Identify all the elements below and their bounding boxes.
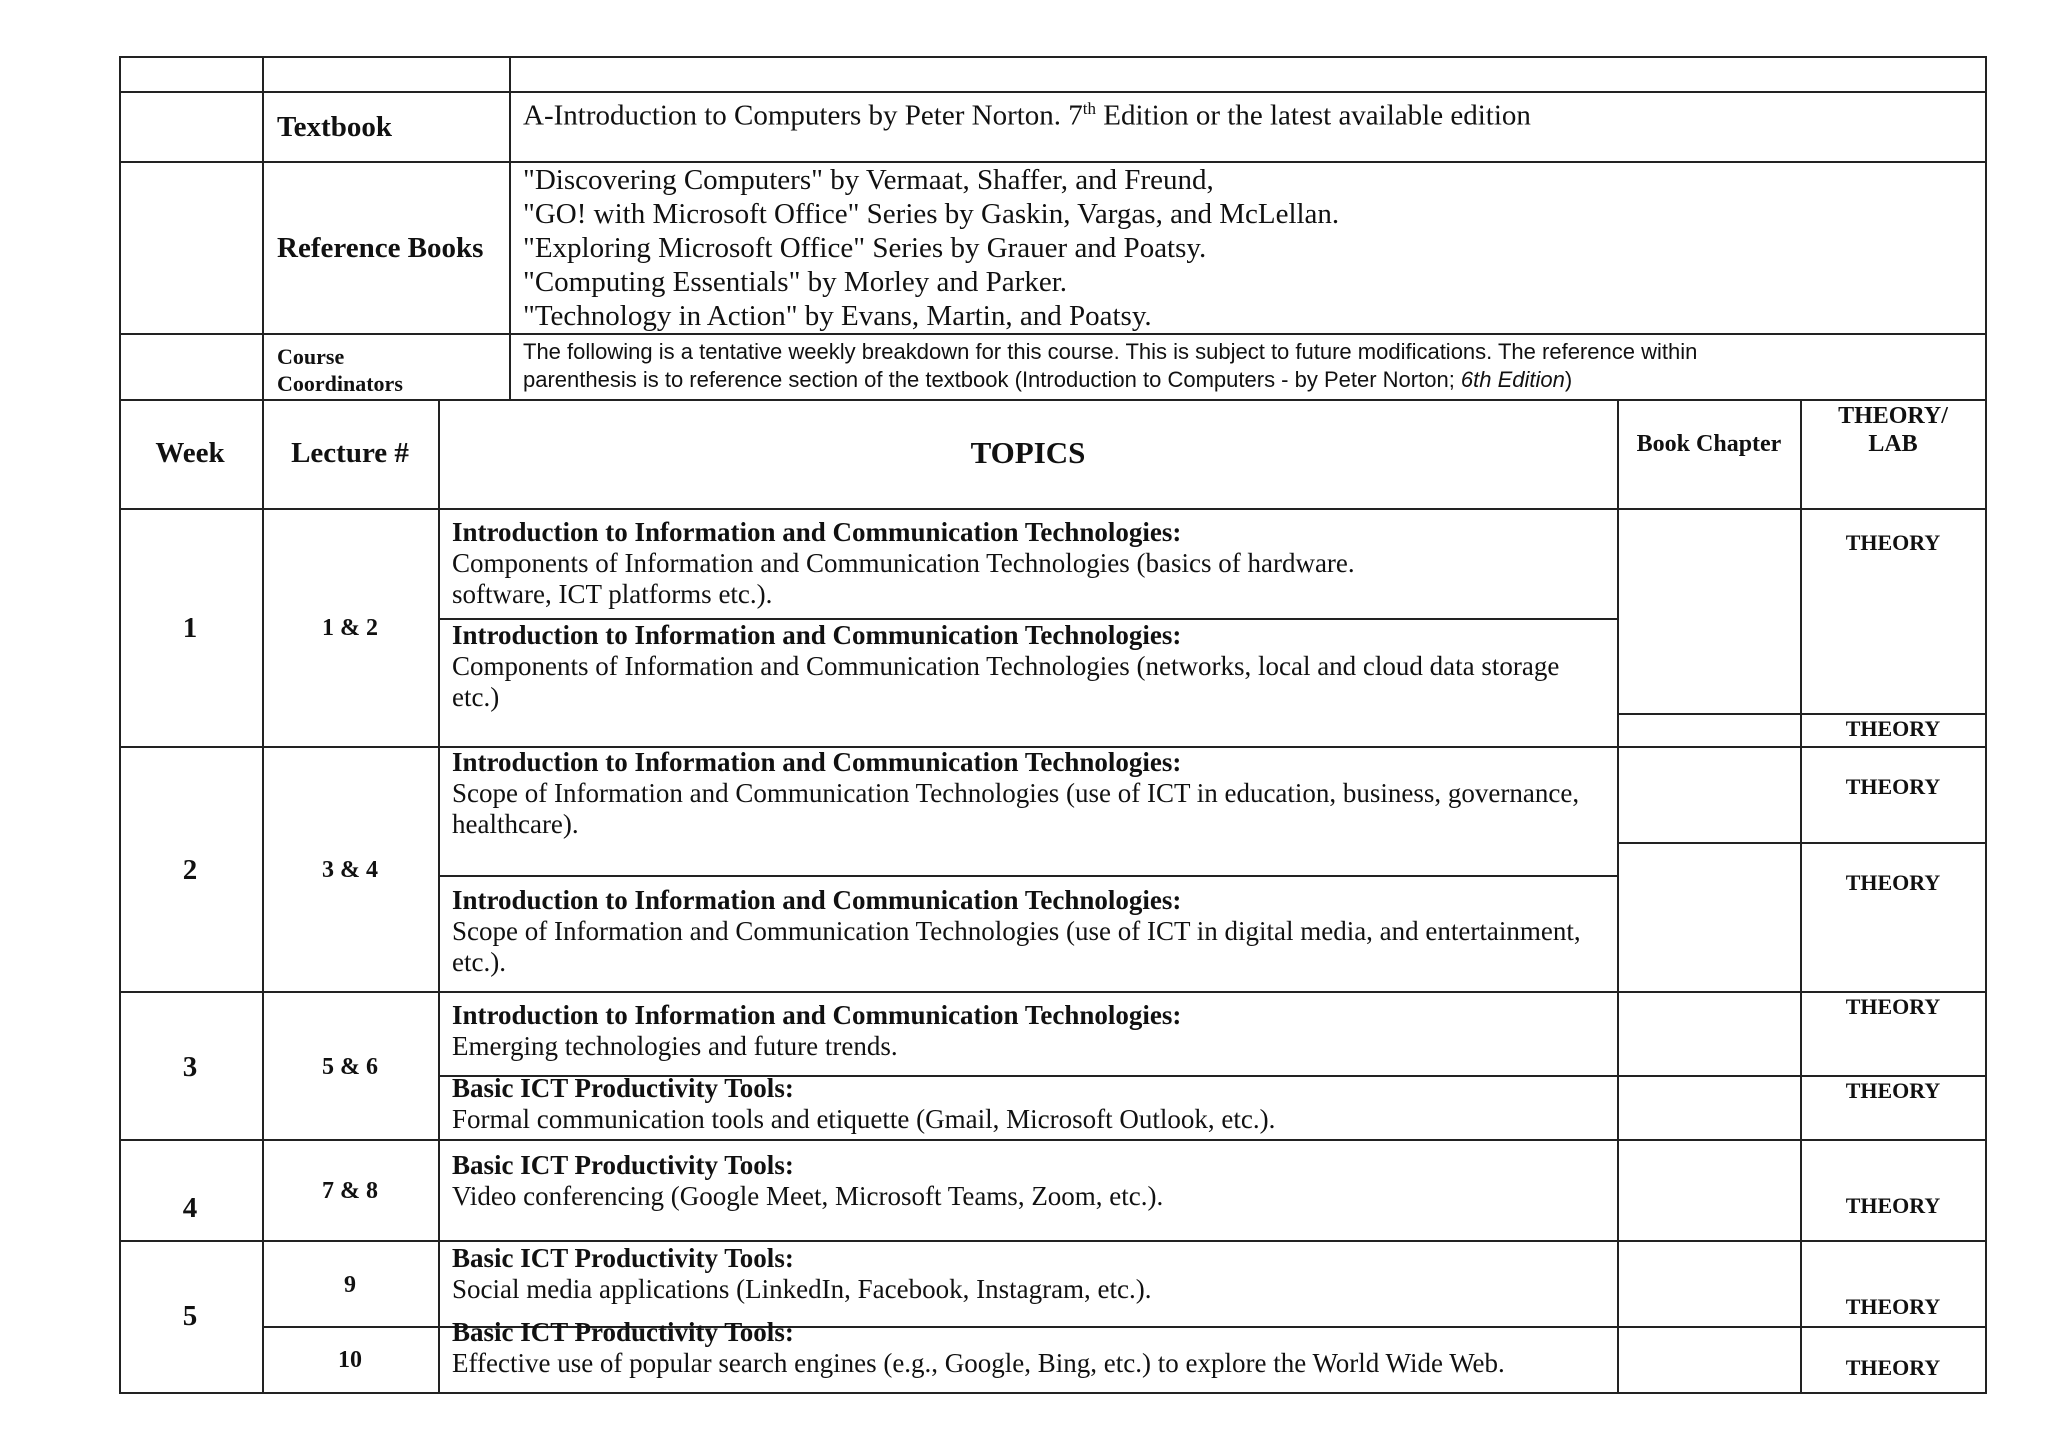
lecture-number: 7 & 8	[322, 1178, 378, 1204]
col-divider	[262, 399, 264, 1394]
reference-books-label: Reference Books	[277, 232, 484, 264]
topic-title: Introduction to Information and Communication Technologies:	[452, 517, 1182, 547]
type-label: THEORY	[1845, 870, 1941, 895]
topic-title: Introduction to Information and Communication Technologies:	[452, 885, 1182, 915]
topic-line: software, ICT platforms etc.).	[452, 579, 773, 609]
topic-title: Introduction to Information and Communication Technologies:	[452, 747, 1182, 777]
type-label: THEORY	[1845, 1078, 1941, 1103]
course-note-text: parenthesis is to reference section of the textbook (Introduction to Computers - by Peter Norton;	[523, 367, 1461, 392]
type-label: THEORY	[1845, 1193, 1941, 1218]
textbook-title: A-Introduction to Computers by Peter Norton. 7	[523, 99, 1083, 132]
topic-title: Basic ICT Productivity Tools:	[452, 1073, 794, 1103]
row-divider	[119, 508, 1987, 510]
week-number: 4	[182, 1192, 198, 1224]
col-divider	[438, 399, 440, 1394]
week-number: 5	[182, 1300, 198, 1332]
topic-line: etc.)	[452, 682, 500, 712]
course-note-line-1: The following is a tentative weekly breakdown for this course. This is subject to future modifications. The reference within	[523, 339, 1698, 364]
reference-book-item: "Exploring Microsoft Office" Series by Grauer and Poatsy.	[523, 232, 1207, 264]
topic-line: Scope of Information and Communication Technologies (use of ICT in education, business, governance,	[452, 778, 1580, 808]
type-label: THEORY	[1845, 774, 1941, 799]
reference-book-item: "GO! with Microsoft Office" Series by Gaskin, Vargas, and McLellan.	[523, 198, 1340, 230]
course-note-line-2	[523, 366, 1572, 394]
topic-title: Basic ICT Productivity Tools:	[452, 1150, 794, 1180]
lecture-number: 1 & 2	[322, 615, 378, 641]
reference-book-item: "Technology in Action" by Evans, Martin, and Poatsy.	[523, 300, 1152, 332]
header-topics: TOPICS	[970, 435, 1086, 470]
header-theory-lab-1: THEORY/	[1838, 403, 1948, 429]
course-note-close: )	[1564, 367, 1573, 392]
lecture-number: 9	[344, 1272, 356, 1298]
header-lecture: Lecture #	[291, 437, 409, 469]
textbook-label: Textbook	[277, 111, 392, 143]
textbook-value	[523, 93, 1531, 132]
type-label: THEORY	[1845, 716, 1941, 741]
type-label: THEORY	[1845, 1355, 1941, 1380]
week-number: 3	[182, 1051, 198, 1083]
reference-book-item: "Computing Essentials" by Morley and Parker.	[523, 266, 1068, 298]
topic-line: Components of Information and Communication Technologies (basics of hardware.	[452, 548, 1355, 578]
topic-divider	[1617, 842, 1987, 844]
textbook-superscript: th	[1082, 99, 1097, 118]
topic-title: Basic ICT Productivity Tools:	[452, 1317, 794, 1347]
week-divider	[119, 1240, 1987, 1242]
lecture-number: 3 & 4	[322, 857, 378, 883]
topic-line: healthcare).	[452, 809, 579, 839]
week-divider	[119, 1139, 1987, 1141]
reference-book-item: "Discovering Computers" by Vermaat, Shaffer, and Freund,	[523, 164, 1214, 196]
header-theory-lab-2: LAB	[1868, 431, 1918, 457]
topic-line: Scope of Information and Communication Technologies (use of ICT in digital media, and entertainment,	[452, 916, 1581, 946]
header-book-chapter: Book Chapter	[1636, 431, 1782, 457]
week-number: 2	[182, 854, 198, 886]
row-divider	[119, 399, 1987, 401]
topic-title: Introduction to Information and Communication Technologies:	[452, 620, 1182, 650]
course-coordinators-label-2: Coordinators	[277, 371, 403, 396]
col-divider	[509, 56, 511, 400]
row-divider	[119, 333, 1987, 335]
course-coordinators-label-1: Course	[277, 344, 345, 369]
topic-line: Formal communication tools and etiquette (Gmail, Microsoft Outlook, etc.).	[452, 1104, 1276, 1134]
week-number: 1	[182, 612, 198, 644]
week-divider	[119, 991, 1987, 993]
col-divider	[262, 56, 264, 400]
topic-line: Video conferencing (Google Meet, Microsoft Teams, Zoom, etc.).	[452, 1181, 1164, 1211]
topic-title: Basic ICT Productivity Tools:	[452, 1243, 794, 1273]
course-note-edition: 6th Edition	[1460, 367, 1565, 392]
topic-title: Introduction to Information and Communication Technologies:	[452, 1000, 1182, 1030]
lecture-number: 10	[338, 1347, 362, 1373]
type-label: THEORY	[1845, 994, 1941, 1019]
topic-divider	[438, 875, 1618, 877]
col-divider	[1800, 399, 1802, 1394]
header-week: Week	[155, 437, 225, 469]
col-divider	[1617, 399, 1619, 1394]
topic-line: Effective use of popular search engines (e.g., Google, Bing, etc.) to explore the World Wide Web.	[452, 1348, 1505, 1378]
topic-line: Social media applications (LinkedIn, Facebook, Instagram, etc.).	[452, 1274, 1152, 1304]
topic-line: Components of Information and Communication Technologies (networks, local and cloud data storage	[452, 651, 1560, 681]
type-label: THEORY	[1845, 1294, 1941, 1319]
textbook-edition: Edition or the latest available edition	[1096, 99, 1531, 132]
topic-line: etc.).	[452, 947, 506, 977]
type-label: THEORY	[1845, 530, 1941, 555]
topic-line: Emerging technologies and future trends.	[452, 1031, 898, 1061]
lecture-number: 5 & 6	[322, 1054, 378, 1080]
